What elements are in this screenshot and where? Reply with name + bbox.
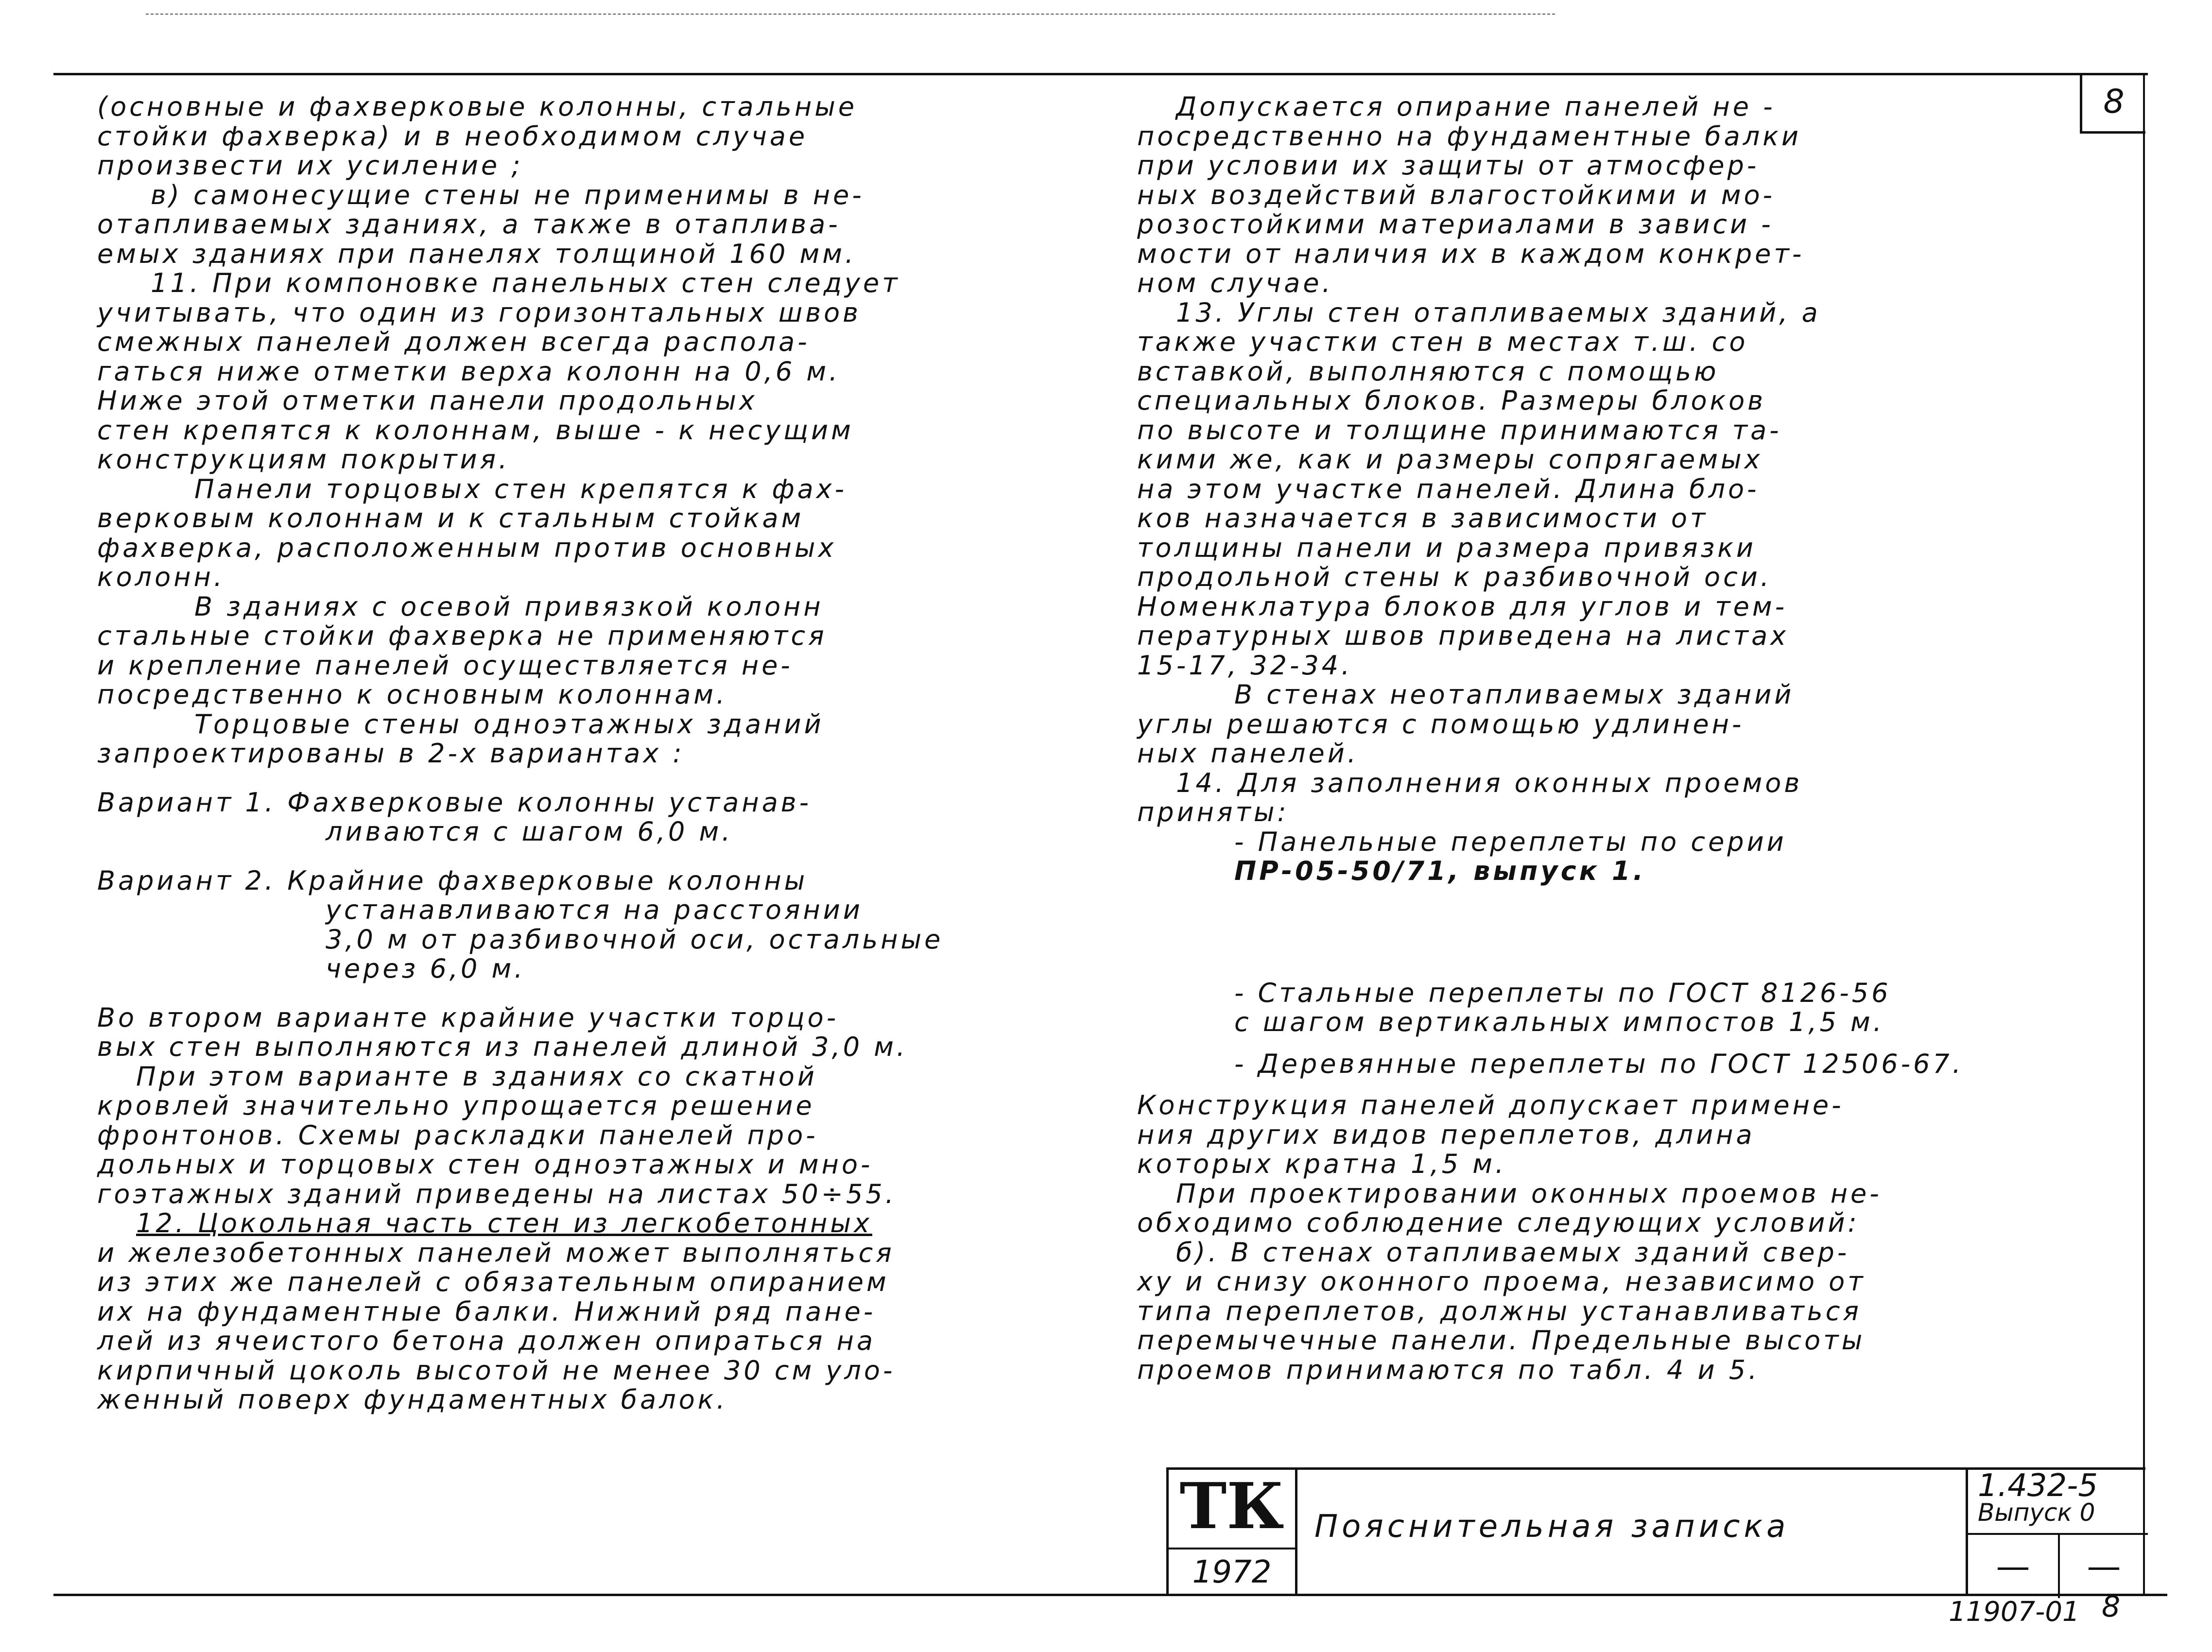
text-line: гоэтажных зданий приведены на листах 50÷55. [97,1178,897,1209]
text-line: 14. Для заполнения оконных проемов [1176,767,1803,798]
text-line: ху и снизу оконного проема, независимо от [1137,1266,1866,1297]
text-line: - Деревянные переплеты по ГОСТ 12506-67. [1234,1048,1964,1079]
text-line: гаться ниже отметки верха колонн на 0,6 м. [97,356,841,387]
text-line: 11. При компоновке панельных стен следует [151,268,900,298]
title-block-bottom-row [1968,1533,2148,1598]
text-line: продольной стены к разбивочной оси. [1137,562,1772,592]
text-line: посредственно к основным колоннам. [97,679,728,710]
text-line: запроектированы в 2-х вариантах : [97,738,685,769]
text-line: колонн. [97,562,225,592]
text-line: с шагом вертикальных импостов 1,5 м. [1234,1007,1884,1037]
title-block-code-cell [1966,1470,2148,1596]
sheet-cell-b: — [2087,1547,2121,1586]
text-line: б). В стенах отапливаемых зданий свер- [1176,1237,1850,1268]
text-line: учитывать, что один из горизонтальных швов [97,297,861,328]
text-line: отапливаемых зданиях, а также в отаплива- [97,209,841,240]
text-line: стен крепятся к колоннам, выше - к несущим [97,414,854,446]
text-line: посредственно на фундаментные балки [1137,120,1801,152]
text-line: обходимо соблюдение следующих условий: [1137,1207,1860,1238]
text-line: проемов принимаются по табл. 4 и 5. [1137,1354,1760,1385]
org-label: ТК [1179,1469,1284,1543]
bottom-page-number: 8 [2102,1590,2121,1624]
text-line: Конструкция панелей допускает примене- [1137,1090,1844,1120]
text-line: углы решаются с помощью удлинен- [1137,708,1745,740]
text-line: ливаются с шагом 6,0 м. [326,816,733,847]
left-text-column [97,92,1093,1415]
text-line: вставкой, выполняются с помощью [1137,356,1719,387]
text-line: конструкциям покрытия. [97,444,510,475]
text-line: В стенах неотапливаемых зданий [1234,679,1795,710]
text-line: ния других видов переплетов, длина [1137,1119,1755,1150]
text-line: ном случае. [1137,268,1333,298]
text-line: по высоте и толщине принимаются та- [1137,414,1782,446]
text-line: лей из ячеистого бетона должен опираться на [97,1325,876,1356]
text-line: - Панельные переплеты по серии [1234,826,1787,857]
text-line: При проектировании оконных проемов не- [1176,1178,1882,1209]
text-line: при условии их защиты от атмосфер- [1137,150,1760,181]
text-line: кровлей значительно упрощается решение [97,1090,815,1121]
text-line: кими же, как и размеры сопрягаемых [1137,444,1763,475]
scan-artifact-line [146,14,1555,15]
text-line: в) самонесущие стены не применимы в не- [151,179,864,210]
text-line: стальные стойки фахверка не применяются [97,620,827,651]
variant-2-line: Вариант 2. Крайние фахверковые колонны [97,865,808,896]
text-line: и крепление панелей осуществляется не- [97,650,793,681]
text-line: произвести их усиление ; [97,150,523,181]
text-line: устанавливаются на расстоянии [326,895,863,925]
right-text-column [1137,92,2085,1385]
text-line: 13. Углы стен отапливаемых зданий, а [1176,297,1821,328]
text-line: - Стальные переплеты по ГОСТ 8126-56 [1234,977,1891,1008]
archive-number: 11907-01 [1949,1596,2080,1628]
sheet-cell-a: — [1968,1535,2060,1598]
text-line: также участки стен в местах т.ш. со [1137,327,1748,357]
frame-right-border [2143,73,2145,1594]
variant-1-line: Вариант 1. Фахверковые колонны устанав- [97,787,812,818]
text-line: пературных швов приведена на листах [1137,620,1789,651]
text-line: верковым колоннам и к стальным стойкам [97,503,804,533]
text-line: В зданиях с осевой привязкой колонн [194,591,824,622]
text-line: розостойкими материалами в зависи - [1137,209,1774,240]
text-line: Допускается опирание панелей не - [1176,91,1776,122]
text-line: Ниже этой отметки панели продольных [97,385,758,416]
text-line: кирпичный цоколь высотой не менее 30 см уло- [97,1355,896,1386]
text-line: их на фундаментные балки. Нижний ряд пане- [97,1296,876,1327]
text-line: При этом варианте в зданиях со скатной [136,1061,818,1092]
text-line: мости от наличия их в каждом конкрет- [1137,238,1805,269]
text-line: Номенклатура блоков для углов и тем- [1137,591,1788,622]
text-line: приняты: [1137,797,1289,827]
text-line: толщины панели и размера привязки [1137,532,1757,563]
text-line: ПР-05-50/71, выпуск 1. [1234,856,1646,886]
frame-top-border [53,73,2148,75]
text-line: дольных и торцовых стен одноэтажных и мно- [97,1149,873,1180]
text-line: 15-17, 32-34. [1137,650,1353,681]
text-line: типа переплетов, должны устанавливаться [1137,1295,1862,1326]
text-line: Во втором варианте крайние участки торцо- [97,1002,839,1033]
text-line: специальных блоков. Размеры блоков [1137,385,1766,416]
text-line: которых кратна 1,5 м. [1137,1149,1507,1179]
text-line: на этом участке панелей. Длина бло- [1137,473,1760,504]
text-line: фронтонов. Схемы раскладки панелей про- [97,1119,818,1151]
text-line: Торцовые стены одноэтажных зданий [194,708,824,740]
text-line: и железобетонных панелей может выполняться [97,1237,895,1268]
text-line: ков назначается в зависимости от [1137,503,1709,533]
title-block-org-cell [1169,1470,1297,1596]
text-line: 3,0 м от разбивочной оси, остальные [326,924,944,955]
text-line: фахверка, расположенным против основных [97,532,837,563]
text-line: стойки фахверка) и в необходимом случае [97,120,808,152]
document-title: Пояснительная записка [1314,1509,1790,1545]
text-line: женный поверх фундаментных балок. [97,1384,728,1415]
year-label: 1972 [1169,1548,1295,1596]
page-number-box: 8 [2080,73,2145,134]
text-line: Панели торцовых стен крепятся к фах- [194,473,847,504]
issue-label: Выпуск 0 [1978,1498,2095,1527]
text-line: ных воздействий влагостойкими и мо- [1137,179,1775,210]
text-line: 12. Цокольная часть стен из легкобетонных [136,1208,872,1239]
text-line: вых стен выполняются из панелей длиной 3,0 м. [97,1032,908,1062]
text-line: емых зданиях при панелях толщиной 160 мм. [97,238,857,269]
text-line: (основные и фахверковые колонны, стальные [97,91,858,122]
text-line: смежных панелей должен всегда распола- [97,327,810,357]
title-block [1166,1467,2145,1596]
series-number: 1.432-5 [1978,1468,2098,1504]
text-line: перемычечные панели. Предельные высоты [1137,1325,1866,1356]
text-line: из этих же панелей с обязательным опиранием [97,1267,889,1297]
text-line: ных панелей. [1137,738,1359,769]
text-line: через 6,0 м. [326,953,526,984]
